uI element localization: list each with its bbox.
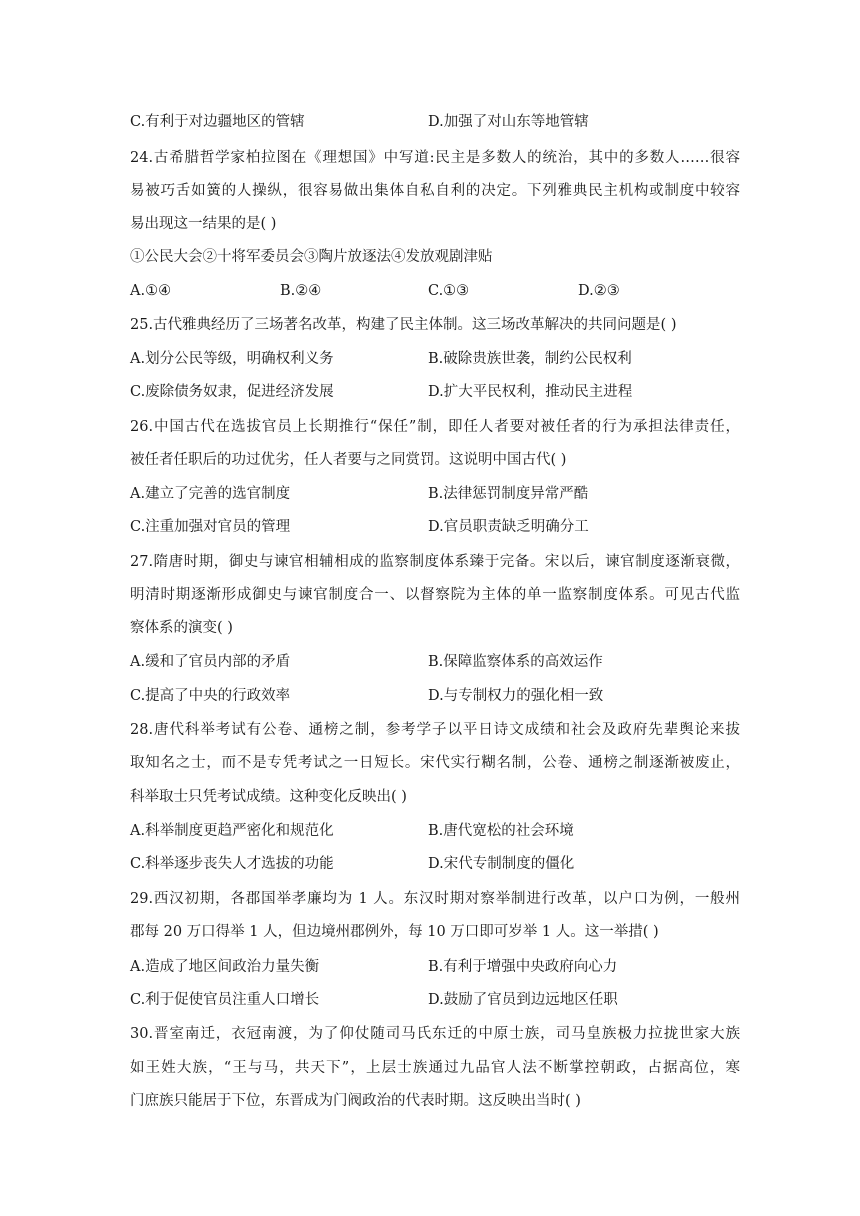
q23-option-d: D.加强了对山东等地管辖	[428, 114, 589, 130]
q28-stem-line-3: 科举取士只凭考试成绩。这种变化反映出( )	[130, 789, 407, 805]
q27-option-a: A.缓和了官员内部的矛盾	[130, 654, 291, 670]
q27-stem-line-3: 察体系的演变( )	[130, 620, 233, 636]
q28-option-b: B.唐代宽松的社会环境	[428, 823, 574, 839]
q30-stem-line-1: 30.晋室南迁，衣冠南渡，为了仰仗随司马氏东迁的中原士族，司马皇族极力拉拢世家大族	[130, 1026, 740, 1042]
q27-option-b: B.保障监察体系的高效运作	[428, 654, 603, 670]
q29-option-a: A.造成了地区间政治力量失衡	[130, 959, 320, 975]
q24-stem-line-2: 易被巧舌如簧的人操纵，很容易做出集体自私自利的决定。下列雅典民主机构或制度中较容	[130, 183, 740, 199]
q28-option-a: A.科举制度更趋严密化和规范化	[130, 823, 334, 839]
q25-option-b: B.破除贵族世袭，制约公民权利	[428, 351, 632, 367]
q25-option-d: D.扩大平民权利，推动民主进程	[428, 384, 633, 400]
q29-option-c: C.利于促使官员注重人口增长	[130, 992, 320, 1008]
q28-option-c: C.科举逐步丧失人才选拔的功能	[130, 856, 334, 872]
q26-option-b: B.法律惩罚制度异常严酷	[428, 486, 589, 502]
q24-stem-line-1: 24.古希腊哲学家柏拉图在《理想国》中写道:民主是多数人的统治，其中的多数人……很容	[130, 150, 740, 166]
q26-stem-line-1: 26.中国古代在选拔官员上长期推行“保任”制，即任人者要对被任者的行为承担法律责任，	[130, 419, 740, 435]
q24-option-b: B.②④	[280, 283, 322, 299]
q24-option-c: C.①③	[428, 283, 470, 299]
q24-option-d: D.②③	[578, 283, 620, 299]
q25-stem-line-1: 25.古代雅典经历了三场著名改革，构建了民主体制。这三场改革解决的共同问题是( )	[130, 317, 677, 333]
q24-option-a: A.①④	[130, 283, 172, 299]
q23-option-c: C.有利于对边疆地区的管辖	[130, 114, 305, 130]
q25-option-c: C.废除债务奴隶，促进经济发展	[130, 384, 334, 400]
q28-option-d: D.宋代专制制度的僵化	[428, 856, 575, 872]
q26-option-a: A.建立了完善的选官制度	[130, 486, 291, 502]
q29-stem-line-1: 29.西汉初期，各郡国举孝廉均为 1 人。东汉时期对察举制进行改革，以户口为例，一般州	[130, 891, 740, 907]
q27-stem-line-1: 27.隋唐时期，御史与谏官相辅相成的监察制度体系臻于完备。宋以后，谏官制度逐渐衰微，	[130, 554, 740, 570]
q27-option-c: C.提高了中央的行政效率	[130, 688, 291, 704]
q26-option-d: D.官员职责缺乏明确分工	[428, 519, 589, 535]
q27-option-d: D.与专制权力的强化相一致	[428, 688, 604, 704]
q26-option-c: C.注重加强对官员的管理	[130, 519, 291, 535]
q29-option-b: B.有利于增强中央政府向心力	[428, 959, 618, 975]
q24-items: ①公民大会②十将军委员会③陶片放逐法④发放观剧津贴	[130, 249, 493, 265]
q29-stem-line-2: 郡每 20 万口得举 1 人，但边境州郡例外，每 10 万口即可岁举 1 人。这一举措( )	[130, 924, 659, 940]
q26-stem-line-2: 被任者任职后的功过优劣，任人者要与之同赏罚。这说明中国古代( )	[130, 452, 567, 468]
q24-stem-line-3: 易出现这一结果的是( )	[130, 216, 277, 232]
q28-stem-line-1: 28.唐代科举考试有公卷、通榜之制，参考学子以平日诗文成绩和社会及政府先辈舆论来拔	[130, 722, 740, 738]
q27-stem-line-2: 明清时期逐渐形成御史与谏官制度合一、以督察院为主体的单一监察制度体系。可见古代监	[130, 587, 740, 603]
q28-stem-line-2: 取知名之士，而不是专凭考试之一日短长。宋代实行糊名制，公卷、通榜之制逐渐被废止，	[130, 755, 740, 771]
q29-option-d: D.鼓励了官员到边远地区任职	[428, 992, 618, 1008]
q25-option-a: A.划分公民等级，明确权利义务	[130, 351, 334, 367]
q30-stem-line-2: 如王姓大族，“王与马，共天下”，上层士族通过九品官人法不断掌控朝政，占据高位，寒	[130, 1060, 740, 1076]
q30-stem-line-3: 门庶族只能居于下位，东晋成为门阀政治的代表时期。这反映出当时( )	[130, 1093, 581, 1109]
